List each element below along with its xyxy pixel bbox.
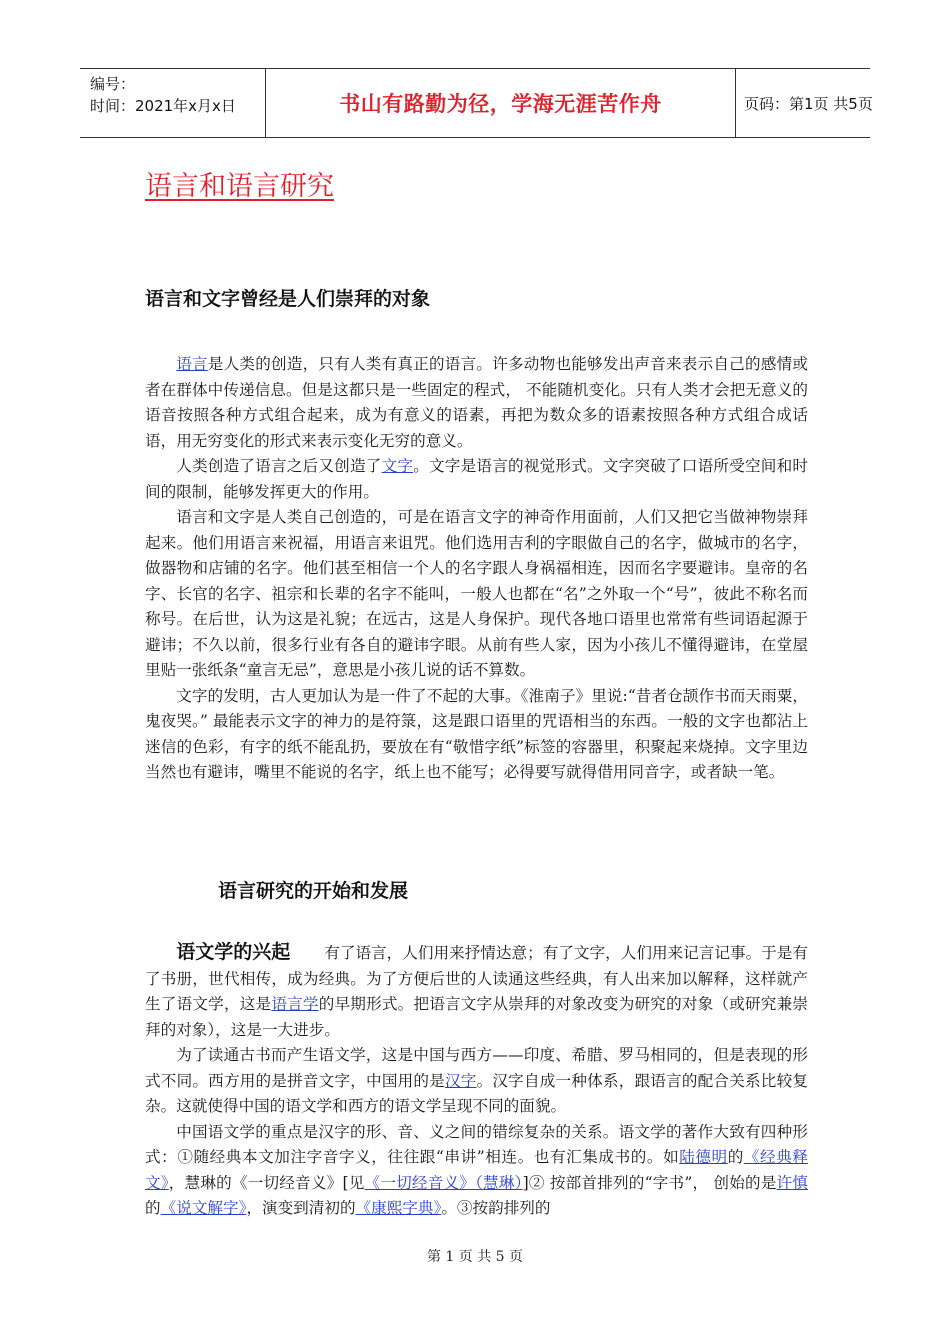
paragraph-text: ，演变到清初的 [246, 1199, 356, 1217]
paragraph-text: ，慧琳的《一切经音义》[见 [168, 1173, 365, 1192]
link-linguistics[interactable]: 语言学 [271, 995, 319, 1013]
header-page-info: 页码：第1页 共5页 [744, 94, 873, 113]
paragraph: 语言和文字是人类自己创造的，可是在语言文字的神奇作用面前，人们又把它当做神物崇拜起来。他们用语言来祝福，用语言来诅咒。他们选用吉利的字眼做自己的名字，做城市的名字，做器物和店铺的名字。他们甚至相信一个人的名字跟人身祸福相连，因而名字要避讳。皇帝的名字、长官的名字、祖宗和长辈的名字不能叫，一般人也都在“名”之外取一个“号”，彼此不称名而称号。在后世，认为这是礼貌；在远古，这是人身保护。现代各地口语里也常常有些词语起源于避讳；不久以前，很多行业有各自的避讳字眼。从前有些人家，因为小孩儿不懂得避讳，在堂屋里贴一张纸条“童言无忌”，意思是小孩儿说的话不算数。 [145, 508, 808, 679]
paragraph [145, 454, 808, 505]
date-label: 时间：2021年x月x日 [90, 97, 236, 115]
paragraph: 文字的发明，古人更加认为是一件了不起的大事。《淮南子》里说:“昔者仓颉作书而天雨粟，鬼夜哭。” 最能表示文字的神力的是符箓，这是跟口语里的咒语相当的东西。一般的文字也都沾上迷信的色彩，有字的纸不能乱扔，要放在有“敬惜字纸”标签的容器里，积聚起来烧掉。文字里边当然也有避讳，嘴里不能说的名字，纸上也不能写；必得要写就得借用同音字，或者缺一笔。 [145, 686, 808, 781]
paragraph-text: 。文字是语言的视觉形式。文字突破了口语所受空间和时间的限制，能够发挥更大的作用。 [145, 457, 808, 501]
header-meta [80, 69, 266, 137]
paragraph [145, 940, 808, 1043]
header-motto: 书山有路勤为径，学海无涯苦作舟 [266, 69, 736, 137]
section-heading-2: 语言研究的开始和发展 [218, 880, 409, 902]
link-lu-deming[interactable]: 陆德明 [679, 1148, 728, 1166]
runin-heading: 语文学的兴起 [176, 941, 291, 963]
paragraph-text: 的 [727, 1148, 744, 1166]
document-title: 语言和语言研究 [145, 171, 334, 202]
paragraph-text: 为了读通古书而产生语文学，这是中国与西方——印度、希腊、罗马相同的，但是表现的形式不同。西方用的是拼音文字，中国用的是 [145, 1046, 808, 1090]
number-label: 编号： [90, 75, 136, 93]
paragraph-text: 的早期形式。把语言文字从崇拜的对象改变为研究的对象（或研究兼崇拜的对象），这是一大进步。 [145, 995, 808, 1039]
paragraph-text: 。③按韵排列的 [441, 1199, 551, 1217]
paragraph-text: 。汉字自成一种体系，跟语言的配合关系比较复杂。这就使得中国的语文学和西方的语文学呈现不同的面貌。 [145, 1071, 808, 1115]
paragraph-text: 人类创造了语言之后又创造了 [176, 457, 382, 475]
link-xu-shen[interactable]: 许慎 [776, 1173, 808, 1192]
page-footer: 第 1 页 共 5 页 [426, 1249, 524, 1265]
section-1-body [145, 352, 808, 786]
paragraph-text: 是人类的创造，只有人类有真正的语言。许多动物也能够发出声音来表示自己的感情或者在群体中传递信息。但是这都只是一些固定的程式， 不能随机变化。只有人类才会把无意义的语音按照各种方式组合起来，成为有意义的语素，再把为数众多的语素按照各种方式组合成话语，用无穷变化的形式来表示变化无穷的意义。 [145, 355, 808, 450]
link-kangxi-zidian[interactable]: 《康熙字典》 [355, 1199, 442, 1217]
paragraph [145, 1120, 808, 1222]
paragraph-text: 的 [145, 1199, 161, 1217]
link-shuowen-jiezi[interactable]: 《说文解字》 [160, 1199, 247, 1217]
paragraph [145, 1043, 808, 1120]
link-writing[interactable]: 文字 [381, 457, 414, 475]
paragraph-text: 中国语文学的重点是汉字的形、音、义之间的错综复杂的关系。语文学的著作大致有四种形式：①随经典本文加注字音字义，往往跟“串讲”相连。也有汇集成书的。如 [145, 1122, 808, 1166]
link-chinese-characters[interactable]: 汉字 [445, 1071, 477, 1090]
section-2-body [145, 940, 808, 1222]
paragraph-text: ]② 按部首排列的“字书”， 创始的是 [522, 1173, 777, 1192]
paragraph [145, 352, 808, 454]
page-header [80, 68, 873, 138]
link-jingdian-shiwen[interactable]: 《经典释文》 [145, 1148, 808, 1192]
paragraph-text: 有了语言，人们用来抒情达意；有了文字，人们用来记言记事。于是有了书册，世代相传，成为经典。为了方便后世的人读通这些经典，有人出来加以解释，这样就产生了语文学，这是 [145, 944, 808, 1013]
link-yiqiejing-yinyi[interactable]: 《一切经音义》（慧琳） [364, 1173, 523, 1192]
section-heading-1: 语言和文字曾经是人们崇拜的对象 [145, 288, 431, 310]
link-language[interactable]: 语言 [176, 355, 208, 373]
